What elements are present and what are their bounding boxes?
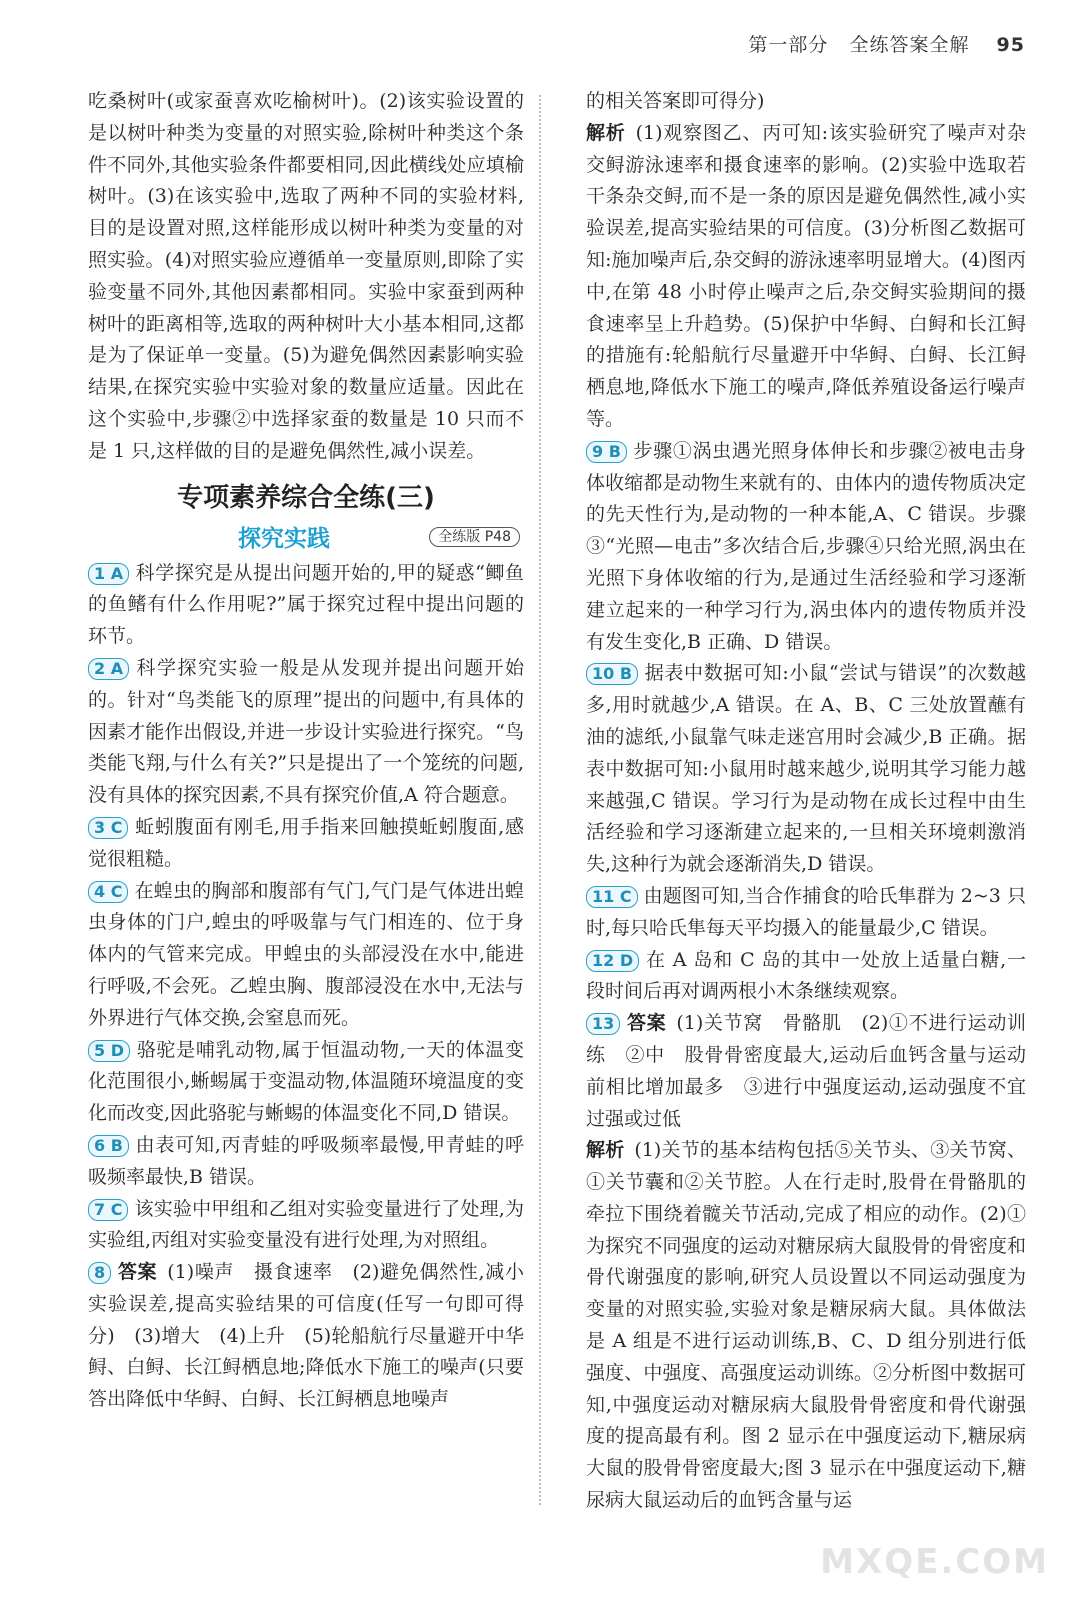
answer-text: 科学探究实验一般是从发现并提出问题开始的。针对“鸟类能飞的原理”提出的问题中,有具体的因素才能作出假设,并进一步设计实验进行探究。“鸟类能飞翔,与什么有关?”只是提出了一个笼统的问题,没有具体的探究因素,不具有探究价值,A 符合题意。 <box>88 656 524 807</box>
watermark-logo: MXQE.COM <box>820 1542 1049 1582</box>
question-badge: 10 B <box>586 663 638 685</box>
answer-item <box>88 558 524 653</box>
subsection-title: 探究实践 <box>238 525 330 552</box>
answer-item <box>88 812 524 876</box>
answer-text: 由题图可知,当合作捕食的哈氏隼群为 2~3 只时,每只哈氏隼每天平均摄入的能量最少,C 错误。 <box>586 884 1026 939</box>
subsection-header <box>88 520 524 558</box>
page-reference-tag: 全练版 P48 <box>429 527 520 547</box>
analysis-13-text: (1)关节的基本结构包括⑤关节头、③关节窝、①关节囊和②关节腔。人在行走时,股骨在骨骼肌的牵拉下围绕着髋关节活动,完成了相应的动作。(2)①为探究不同强度的运动对糖尿病大鼠股骨的骨密度和骨代谢强度的影响,研究人员设置以不同运动强度为变量的对照实验,实验对象是糖尿病大鼠。具体做法是 A 组是不进行运动训练,B、C、D 组分别进行低强度、中强度、高强度运动训练。②分析图中数据可知,中强度运动对糖尿病大鼠股骨骨密度和骨代谢强度的提高最有利。图 2 显示在中强度运动下,糖尿病大鼠的股骨骨密度最大;图 3 显示在中强度运动下,糖尿病大鼠运动后的血钙含量与运 <box>586 1139 1026 1512</box>
analysis-13 <box>586 1135 1026 1517</box>
answer-item <box>586 881 1026 945</box>
answer-item <box>88 1257 524 1416</box>
answer-text: 由表可知,丙青蛙的呼吸频率最慢,甲青蛙的呼吸频率最快,B 错误。 <box>88 1133 524 1188</box>
answer-text: 骆驼是哺乳动物,属于恒温动物,一天的体温变化范围很小,蜥蜴属于变温动物,体温随环境温度的变化而改变,因此骆驼与蜥蜴的体温变化不同,D 错误。 <box>88 1038 524 1125</box>
left-column <box>88 86 524 1416</box>
page-header <box>734 30 1025 57</box>
question-badge: 12 D <box>586 950 639 972</box>
left-continuation-text: 吃桑树叶(或家蚕喜欢吃榆树叶)。(2)该实验设置的是以树叶种类为变量的对照实验,除树叶种类这个条件不同外,其他实验条件都要相同,因此横线处应填榆树叶。(3)在该实验中,选取了两种不同的实验材料,目的是设置对照,这样能形成以树叶种类为变量的对照实验。(4)对照实验应遵循单一变量原则,即除了实验变量不同外,其他因素都相同。实验中家蚕到两种树叶的距离相等,选取的两种树叶大小基本相同,这都是为了保证单一变量。(5)为避免偶然因素影响实验结果,在探究实验中实验对象的数量应适量。因此在这个实验中,步骤②中选择家蚕的数量是 10 只而不是 1 只,这样做的目的是避免偶然性,减小误差。 <box>88 90 524 462</box>
question-badge: 4 C <box>88 881 128 903</box>
answer-item <box>88 1194 524 1258</box>
answer-text: 步骤①涡虫遇光照身体伸长和步骤②被电击身体收缩都是动物生来就有的、由体内的遗传物质决定的先天性行为,是动物的一种本能,A、C 错误。步骤③“光照—电击”多次结合后,步骤④只给光照,涡虫在光照下身体收缩的行为,是通过生活经验和学习逐渐建立起来的一种学习行为,涡虫体内的遗传物质并没有发生变化,B 正确、D 错误。 <box>586 439 1026 653</box>
answer-label: 答案 <box>117 1261 158 1284</box>
question-badge: 2 A <box>88 658 129 680</box>
analysis-8 <box>586 118 1026 436</box>
question-badge: 13 <box>586 1013 620 1035</box>
answer-item <box>88 1035 524 1130</box>
question-badge: 11 C <box>586 886 638 908</box>
answer-item <box>586 945 1026 1009</box>
answer-item <box>586 658 1026 881</box>
answer-text: 在蝗虫的胸部和腹部有气门,气门是气体进出蝗虫身体的门户,蝗虫的呼吸靠与气门相连的、位于身体内的气管来完成。甲蝗虫的头部浸没在水中,能进行呼吸,不会死。乙蝗虫胸、腹部浸没在水中,无法与外界进行气体交换,会窒息而死。 <box>88 879 524 1029</box>
answer-text: (1)噪声 摄食速率 (2)避免偶然性,减小实验误差,提高实验结果的可信度(任写一句即可得分) (3)增大 (4)上升 (5)轮船航行尽量避开中华鲟、白鲟、长江鲟栖息地;降低水下施工的噪声(只要答出降低中华鲟、白鲟、长江鲟栖息地噪声 <box>88 1261 524 1411</box>
answer-text: 在 A 岛和 C 岛的其中一处放上适量白糖,一段时间后再对调两根小木条继续观察。 <box>586 948 1026 1003</box>
analysis-label: 解析 <box>586 1139 625 1162</box>
analysis-label: 解析 <box>586 121 626 144</box>
question-badge: 3 C <box>88 817 128 839</box>
question-badge: 8 <box>88 1262 111 1284</box>
answer-item <box>88 876 524 1035</box>
question-badge: 6 B <box>88 1135 129 1157</box>
answer-item-13 <box>586 1008 1026 1135</box>
answer-item <box>586 436 1026 659</box>
right-answer-list <box>586 436 1026 1008</box>
answer-13-text: (1)关节窝 骨骼肌 (2)①不进行运动训练 ②中 股骨骨密度最大,运动后血钙含量与运动前相比增加最多 ③进行中强度运动,运动强度不宜过强或过低 <box>586 1012 1026 1130</box>
section-title: 专项素养综合全练(三) <box>177 482 435 513</box>
answer-item <box>88 1130 524 1194</box>
question-badge: 9 B <box>586 441 627 463</box>
column-divider <box>539 95 541 1505</box>
header-part: 第一部分 <box>748 34 829 56</box>
right-column <box>586 86 1026 1517</box>
header-section: 全练答案全解 <box>849 34 970 56</box>
answer-text: 蚯蚓腹面有刚毛,用手指来回触摸蚯蚓腹面,感觉很粗糙。 <box>88 815 524 870</box>
question-badge: 5 D <box>88 1040 130 1062</box>
right-continuation-text: 的相关答案即可得分) <box>586 90 765 112</box>
answer-text: 据表中数据可知:小鼠“尝试与错误”的次数越多,用时就越少,A 错误。在 A、B、C 三处放置蘸有油的滤纸,小鼠靠气味走迷宫用时会减少,B 正确。据表中数据可知:小鼠用时越来越少,说明其学习能力越来越强,C 错误。学习行为是动物在成长过程中由生活经验和学习逐渐建立起来的,一旦相关环境刺激消失,这种行为就会逐渐消失,D 错误。 <box>586 662 1026 876</box>
answer-text: 该实验中甲组和乙组对实验变量进行了处理,为实验组,丙组对实验变量没有进行处理,为对照组。 <box>88 1197 524 1252</box>
analysis-8-text: (1)观察图乙、丙可知:该实验研究了噪声对杂交鲟游泳速率和摄食速率的影响。(2)实验中选取若干条杂交鲟,而不是一条的原因是避免偶然性,减小实验误差,提高实验结果的可信度。(3)分析图乙数据可知:施加噪声后,杂交鲟的游泳速率明显增大。(4)图丙中,在第 48 小时停止噪声之后,杂交鲟实验期间的摄食速率呈上升趋势。(5)保护中华鲟、白鲟和长江鲟的措施有:轮船航行尽量避开中华鲟、白鲟、长江鲟栖息地,降低水下施工的噪声,降低养殖设备运行噪声等。 <box>586 121 1026 430</box>
question-badge: 1 A <box>88 563 129 585</box>
left-answer-list <box>88 558 524 1417</box>
answer-text: 科学探究是从提出问题开始的,甲的疑惑“鲫鱼的鱼鳍有什么作用呢?”属于探究过程中提出问题的环节。 <box>88 561 524 648</box>
question-badge: 7 C <box>88 1199 128 1221</box>
answer-item <box>88 653 524 812</box>
answer-label: 答案 <box>626 1012 667 1035</box>
page-number: 95 <box>996 34 1025 56</box>
